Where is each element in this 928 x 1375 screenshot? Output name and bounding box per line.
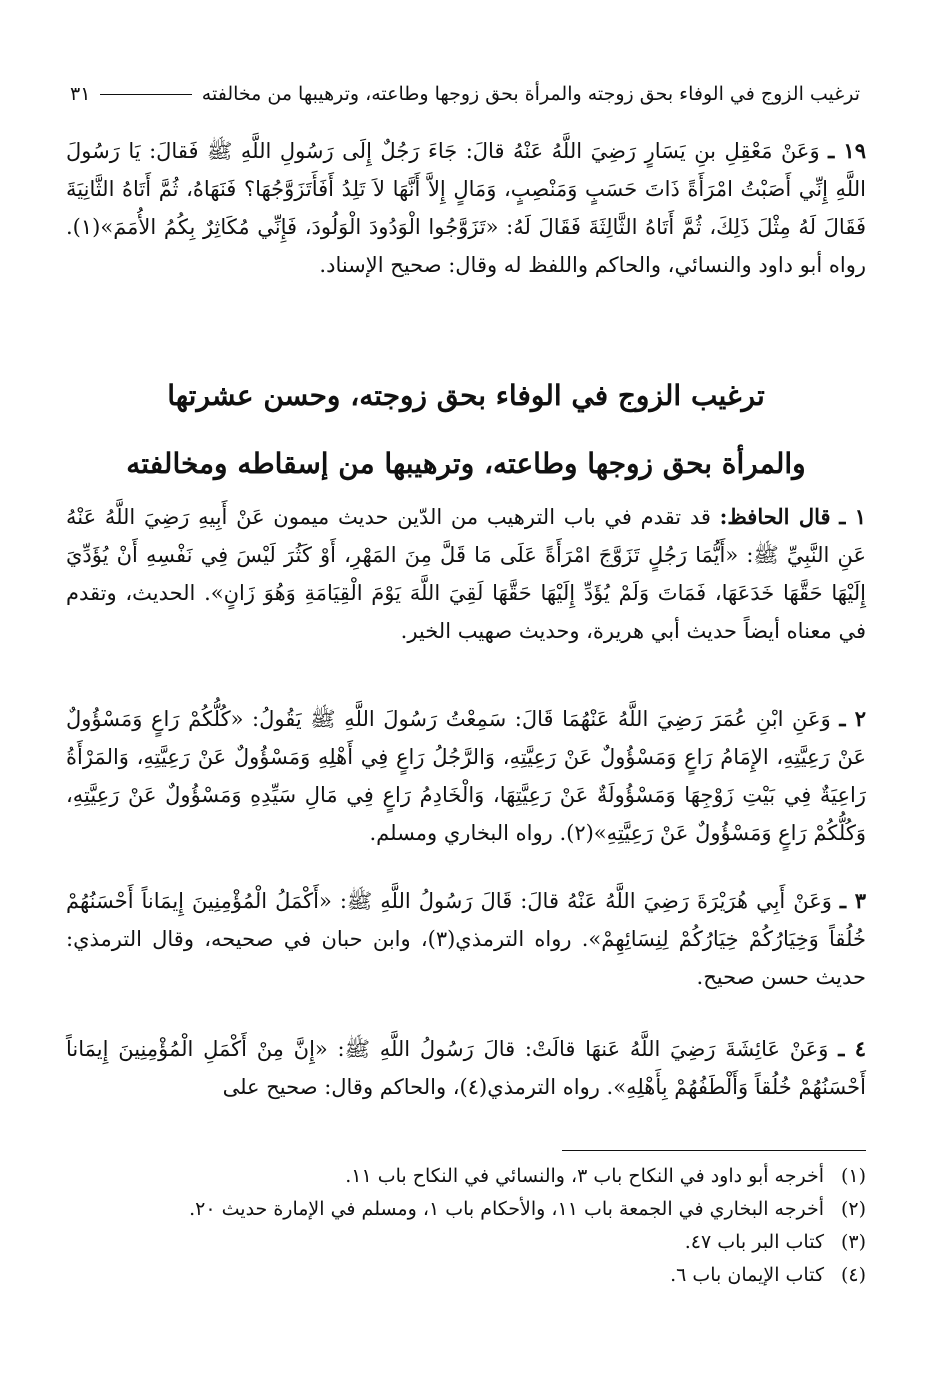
footnote [66,1193,866,1226]
footnote [66,1226,866,1259]
hadith-text: قد تقدم في باب الترهيب من الدّين حديث ميمون عَنْ أَبِيهِ رَضِيَ اللَّهُ عَنْهُ عَنِ النَّبِيِّ ﷺ: «أَيُّمَا رَجُلٍ تَزَوَّجَ امْرَأَةً عَلَى مَا قَلَّ مِنَ المَهْرِ، أَوْ كَثُرَ لَيْسَ فِي نَفْسِهِ أَنْ يُؤَدِّيَ إِلَيْهَا حَقَّهَا خَدَعَهَا، فَمَاتَ وَلَمْ يُؤَدِّ إِلَيْهَا حَقَّهَا لَقِيَ اللَّهَ يَوْمَ الْقِيَامَةِ وَهُوَ زَانٍ». الحديث، وتقدم في معناه أيضاً حديث أبي هريرة، وحديث صهيب الخير. [66,505,866,643]
hadith-number: ١ ـ [839,504,867,529]
footnote-number: (٤) [840,1264,866,1286]
footnote-text: أخرجه أبو داود في النكاح باب ٣، والنسائي في النكاح باب ١١. [345,1165,824,1187]
footnote-text: كتاب الإيمان باب ٦. [670,1264,824,1286]
section-title [66,362,866,498]
footnote-text: أخرجه البخاري في الجمعة باب ١١، والأحكام باب ١، ومسلم في الإمارة حديث ٢٠. [189,1198,824,1220]
running-header [70,74,860,114]
page-number: ٣١ [70,83,91,105]
hadith-2 [66,700,866,852]
section-title-line-2: والمرأة بحق زوجها وطاعته، وترهيبها من إسقاطه ومخالفته [126,447,806,480]
hadith-number: ٢ ـ [839,706,866,731]
hadith-text: وَعَنْ مَعْقِلِ بنِ يَسَارٍ رَضِيَ اللَّهُ عَنْهُ قالَ: جَاءَ رَجُلٌ إِلَى رَسُولِ اللَّهِ ﷺ فَقالَ: يَا رَسُولَ اللَّهِ إِنِّي أَصَبْتُ امْرَأَةً ذَاتَ حَسَبٍ وَمَنْصِبٍ، وَمَالٍ إِلاَّ أَنَّهَا لاَ تَلِدُ أَفَأَتَزَوَّجُهَا؟ فَنَهَاهُ، ثُمَّ أَتَاهُ الثَّانِيَةَ فَقَالَ لَهُ مِثْلَ ذَلِكَ، ثُمَّ أَتَاهُ الثَّالِثَةَ فَقَالَ لَهُ: «تَزَوَّجُوا الْوَدُودَ الْوَلُودَ، فَإِنِّي مُكَاثِرٌ بِكُمُ الأُمَمَ»(١). رواه أبو داود والنسائي، والحاكم واللفظ له وقال: صحيح الإسناد. [66,139,866,277]
footnote [66,1259,866,1292]
hadith-text: وَعَنْ عَائِشَةَ رَضِيَ اللَّهُ عَنهَا قالَتْ: قالَ رَسُولُ اللَّهِ ﷺ: «إِنَّ مِنْ أَكْمَلِ الْمُؤْمِنِينَ إِيمَاناً أَحْسَنُهُمْ خُلُقاً وَأَلْطَفُهُمْ بِأَهْلِهِ». رواه الترمذي(٤)، والحاكم وقال: صحيح على [66,1037,866,1099]
footnote-separator [562,1150,866,1151]
footnote [66,1160,866,1193]
footnote-text: كتاب البر باب ٤٧. [684,1231,824,1253]
footnotes [66,1160,866,1292]
header-rule [100,94,191,95]
footnote-number: (٣) [840,1231,866,1253]
footnote-number: (١) [840,1165,866,1187]
section-title-line-1: ترغيب الزوج في الوفاء بحق زوجته، وحسن عشرتها [167,379,765,412]
hadith-19 [66,132,866,284]
running-header-title: ترغيب الزوج في الوفاء بحق زوجته والمرأة بحق زوجها وطاعته، وترهيبها من مخالفته [201,83,860,105]
hadith-number: ١٩ ـ [828,138,866,163]
hadith-4 [66,1030,866,1106]
hadith-number: ٤ ـ [838,1036,866,1061]
hadith-3 [66,882,866,996]
footnote-number: (٢) [840,1198,866,1220]
hadith-number: ٣ ـ [839,888,866,913]
hadith-text: وَعَنْ أَبِي هُرَيْرَةَ رَضِيَ اللَّهُ عَنْهُ قالَ: قَالَ رَسُولُ اللَّهِ ﷺ: «أَكْمَلُ الْمُؤْمِنِينَ إِيمَاناً أَحْسَنُهُمْ خُلُقاً وَخِيَارُكُمْ خِيَارُكُمْ لِنِسَائِهِمْ». رواه الترمذي(٣)، وابن حبان في صحيحه، وقال الترمذي: حديث حسن صحيح. [66,889,866,989]
hadith-1 [66,498,866,650]
hadith-text: وَعَنِ ابْنِ عُمَرَ رَضِيَ اللَّهُ عَنْهُمَا قَالَ: سَمِعْتُ رَسُولَ اللَّهِ ﷺ يَقُولُ: «كُلُّكُمْ رَاعٍ وَمَسْؤُولٌ عَنْ رَعِيَّتِهِ، الإِمَامُ رَاعٍ وَمَسْؤُولٌ عَنْ رَعِيَّتِهِ، وَالرَّجُلُ رَاعٍ فِي أَهْلِهِ وَمَسْؤُولٌ عَنْ رَعِيَّتِهِ، وَالمَرْأَةُ رَاعِيَةٌ فِي بَيْتِ زَوْجِهَا وَمَسْؤُولَةٌ عَنْ رَعِيَّتِهَا، وَالْخَادِمُ رَاعٍ فِي مَالِ سَيِّدِهِ وَمَسْؤُولٌ عَنْ رَعِيَّتِهِ، وَكُلُّكُمْ رَاعٍ وَمَسْؤُولٌ عَنْ رَعِيَّتِهِ»(٢). رواه البخاري ومسلم. [66,707,866,845]
hadith-lead: قال الحافظ: [719,504,831,529]
